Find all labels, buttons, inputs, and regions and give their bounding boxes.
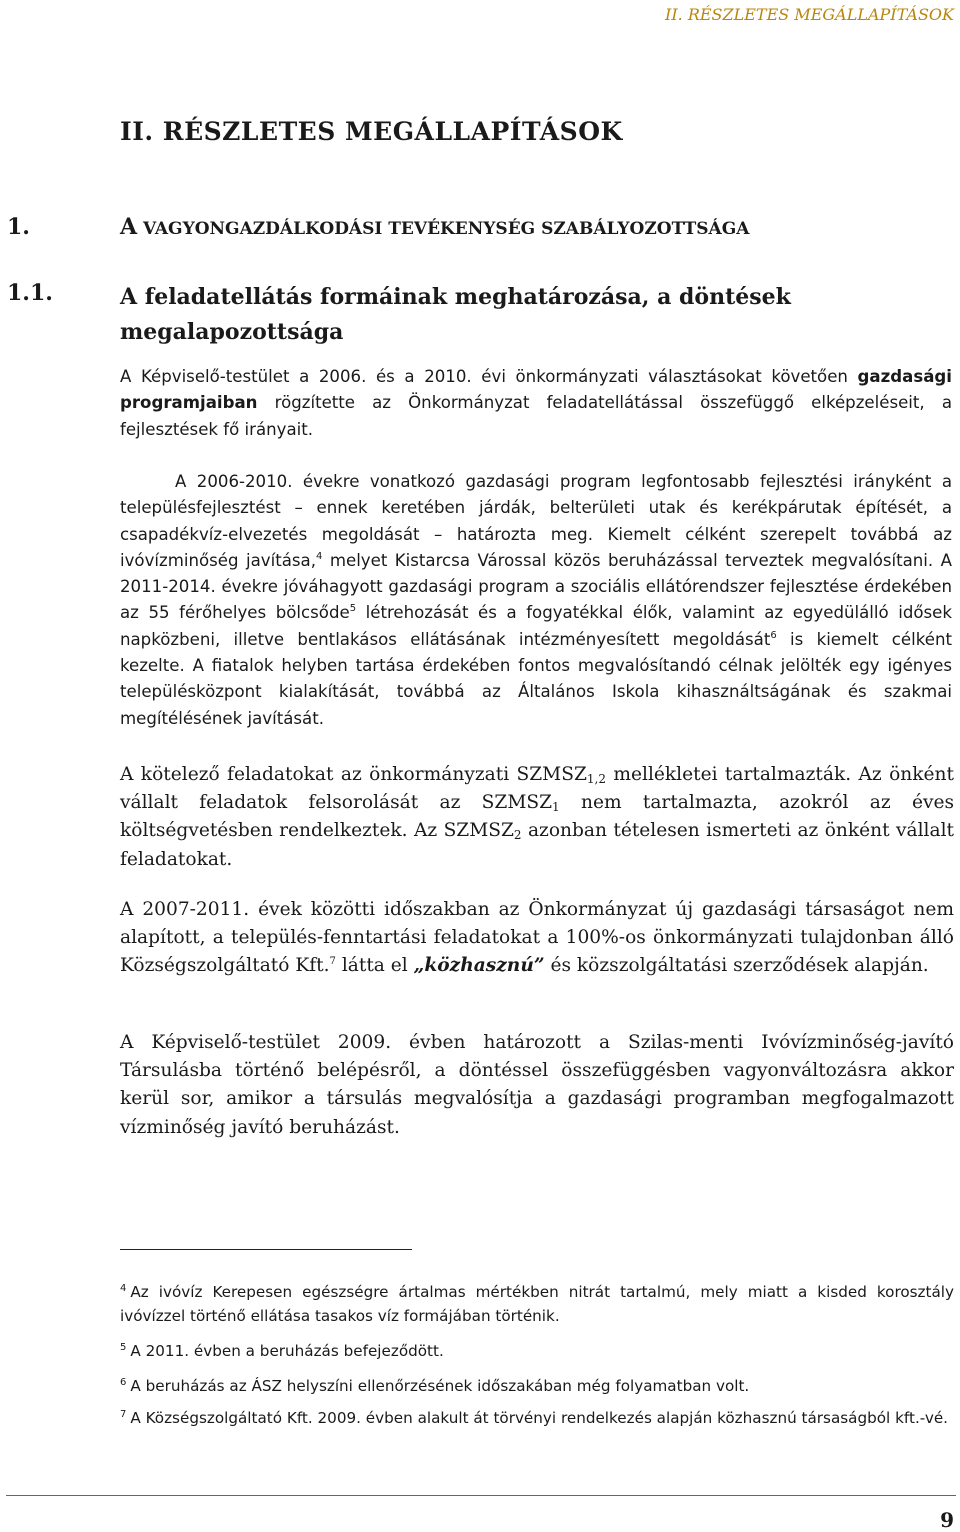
paragraph-company-text-1: A 2007-2011. évek közötti időszakban az Önkormányzat új gazdasági társaságot nem alapított, a település-fenntartási feladatokat a 100%-os önkormányzati tulajdonban álló Községszolgáltató Kft. xyxy=(120,899,954,977)
footnote-ref-4[interactable]: 4 xyxy=(315,550,323,562)
footnote-7-mark: 7 xyxy=(120,1409,127,1420)
paragraph-economic-program xyxy=(120,469,952,732)
section-title: II. RÉSZLETES MEGÁLLAPÍTÁSOK xyxy=(120,117,623,146)
footnote-6-mark: 6 xyxy=(120,1377,127,1388)
footnote-ref-5[interactable]: 5 xyxy=(349,603,357,615)
page-number: 9 xyxy=(940,1508,954,1532)
footnote-6 xyxy=(120,1374,954,1398)
footer-separator xyxy=(6,1495,956,1496)
paragraph-economic-program-text-1: A 2006-2010. évekre vonatkozó gazdasági program legfontosabb fejlesztési irányként a településfejlesztést – ennek keretében járdák, belterületi utak és kerékpárutak építését, a csapadékvíz-elvezetés megoldását – határozta meg. Kiemelt célként szerepelt továbbá az ivóvízminőség javítása, xyxy=(120,472,952,570)
paragraph-intro-bold: gazdasági programjaiban xyxy=(120,367,952,413)
footnote-7-text: A Községszolgáltató Kft. 2009. évben alakult át törvényi rendelkezés alapján közhasznú társaságból kft.-vé. xyxy=(130,1409,948,1427)
subscript-index-c: 2 xyxy=(513,828,522,843)
paragraph-intro xyxy=(120,364,952,443)
heading-2-title: A feladatellátás formáinak meghatározása, a döntések megalapozottsága xyxy=(120,284,791,345)
paragraph-mandatory-tasks-text-2: mellékletei tartalmazták. Az önként vállalt feladatok felsorolását az SZMSZ xyxy=(120,764,955,814)
paragraph-company xyxy=(120,896,954,981)
footnote-4-mark: 4 xyxy=(120,1283,127,1294)
heading-1-rest: VAGYONGAZDÁLKODÁSI TEVÉKENYSÉG SZABÁLYOZOTTSÁGA xyxy=(137,219,750,239)
paragraph-association: A Képviselő-testület 2009. évben határozott a Szilas-menti Ivóvízminőség-javító Társulásba történő belépésről, a döntéssel összefüggésben vagyonváltozásra akkor kerül sor, amikor a társulás megvalósítja a gazdasági programban megfogalmazott vízminőség javító beruházást. xyxy=(120,1032,954,1138)
heading-1-initial: A xyxy=(120,214,138,240)
paragraph-economic-program-text-2: melyet Kistarcsa Várossal közös beruházással terveztek megvalósítani. A 2011-2014. évekre jóváhagyott gazdasági program a szociális ellátórendszer fejlesztése érdekében az 55 férőhelyes bölcsőde xyxy=(120,550,952,623)
footnote-6-text: A beruházás az ÁSZ helyszíni ellenőrzésének időszakában még folyamatban volt. xyxy=(130,1377,750,1395)
heading-2-number: 1.1. xyxy=(7,280,53,306)
paragraph-company-text-2: látta el xyxy=(335,955,414,977)
paragraph-company-text-3: és közszolgáltatási szerződések alapján. xyxy=(544,955,929,977)
paragraph-economic-program-text-4: is kiemelt célként kezelte. A fiatalok helyben tartása érdekében fontos megvalósítandó célnak jelölték egy igényes településközpont kialakítását, továbbá az Általános Iskola kihasználtságának és szakmai megítélésének javítását. xyxy=(120,629,952,728)
heading-1-number: 1. xyxy=(7,214,30,240)
footnote-5 xyxy=(120,1339,954,1363)
footnote-4 xyxy=(120,1280,954,1328)
paragraph-mandatory-tasks-text-1: A kötelező feladatokat az önkormányzati SZMSZ xyxy=(120,764,587,785)
footnote-separator xyxy=(120,1249,412,1250)
paragraph-company-emphasis: „közhasznú” xyxy=(413,955,545,977)
subscript-index-a: 1,2 xyxy=(586,772,606,786)
footnote-7 xyxy=(120,1406,954,1430)
subscript-index-b: 1 xyxy=(552,800,560,815)
paragraph-intro-text-1: A Képviselő-testület a 2006. és a 2010. évi önkormányzati választásokat követően xyxy=(120,367,858,386)
footnote-ref-6[interactable]: 6 xyxy=(770,629,777,641)
footnote-5-text: A 2011. évben a beruházás befejeződött. xyxy=(130,1342,444,1360)
footnote-ref-7[interactable]: 7 xyxy=(329,956,336,968)
footnote-4-text: Az ivóvíz Kerepesen egészségre ártalmas mértékben nitrát tartalmú, mely miatt a kisded korosztály ivóvízzel történő ellátása tasakos víz formájában történik. xyxy=(120,1283,954,1325)
paragraph-mandatory-tasks xyxy=(120,761,954,874)
paragraph-mandatory-tasks-text-3: nem tartalmazta, azokról az éves költségvetésben rendelkeztek. Az SZMSZ xyxy=(120,792,954,842)
footnote-5-mark: 5 xyxy=(120,1342,127,1353)
paragraph-intro-text-2: rögzítette az Önkormányzat feladatellátással összefüggő elképzeléseit, a fejlesztések fő irányait. xyxy=(120,393,952,439)
paragraph-economic-program-text-3: létrehozását és a fogyatékkal élők, valamint az egyedülálló idősek napközbeni, illetve bentlakásos ellátásának intézményesített megoldását xyxy=(120,603,952,649)
heading-1-title xyxy=(120,214,749,240)
paragraph-mandatory-tasks-text-4: azonban tételesen ismerteti az önként vállalt feladatokat. xyxy=(120,820,954,870)
running-header: II. RÉSZLETES MEGÁLLAPÍTÁSOK xyxy=(665,5,954,24)
